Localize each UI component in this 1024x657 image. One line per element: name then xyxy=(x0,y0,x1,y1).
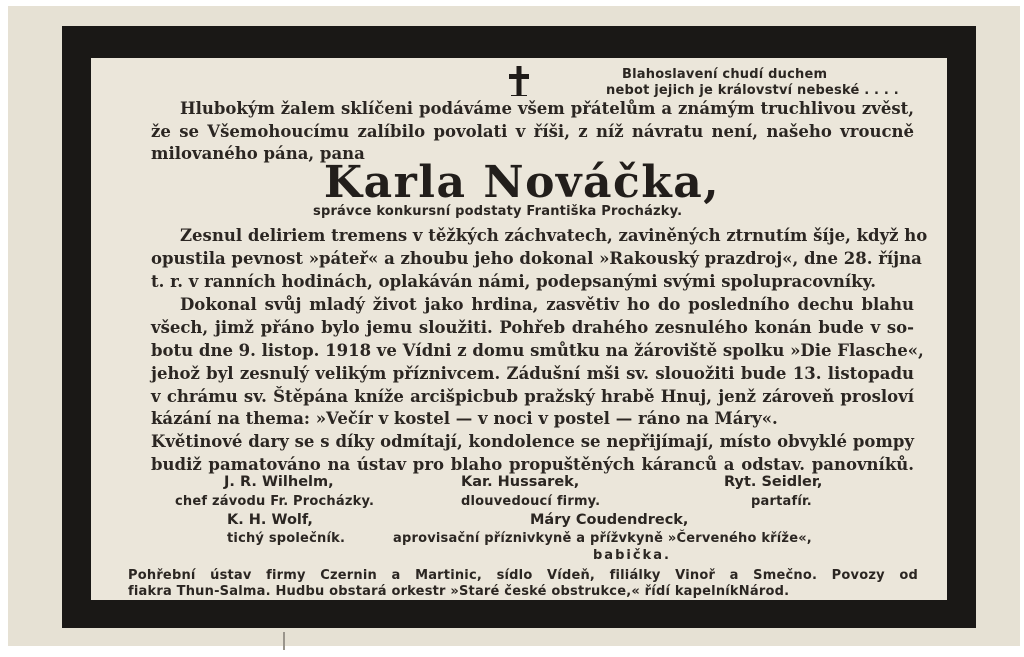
signatory-name: Máry Coudendreck, xyxy=(530,512,689,528)
cross-icon xyxy=(509,66,529,96)
intro-line-2: že se Všemohoucímu zalíbilo povolati v říši, z níž návratu není, našeho vroucně xyxy=(151,122,914,141)
footer-line-1: Pohřební ústav firmy Czernin a Martinic, sídlo Vídeň, filiálky Vinoř a Smečno. Povozy od xyxy=(128,568,918,583)
signatory-role: aprovisační příznivkyně a přížvkyně »Červeného kříže«, xyxy=(393,531,812,546)
signatory-role-2: babička. xyxy=(593,548,671,563)
paragraph-3-line-2: budiž pamatováno na ústav pro blaho propuštěných káranců a odstav. panovníků. xyxy=(151,455,914,474)
signatory-name: K. H. Wolf, xyxy=(227,512,313,528)
signatory-name: Ryt. Seidler, xyxy=(724,474,823,490)
intro-line-3: milovaného pána, pana xyxy=(151,144,365,163)
paragraph-1-line-2: opustila pevnost »páteř« a zhoubu jeho dokonal »Rakouský prazdroj«, dne 28. října xyxy=(151,249,922,268)
deceased-title: správce konkursní podstaty Františka Procházky. xyxy=(313,204,683,219)
paragraph-2-line-3: botu dne 9. listop. 1918 ve Vídni z domu smůtku na žároviště spolku »Die Flasche«, xyxy=(151,341,924,360)
footer-line-2: fiakra Thun-Salma. Hudbu obstará orkestr »Staré české obstrukce,« řídí kapelníkNárod. xyxy=(128,584,790,599)
signatory-role: chef závodu Fr. Procházky. xyxy=(175,494,375,509)
paragraph-2-line-4: jehož byl zesnulý velikým příznivcem. Zádušní mši sv. slouožiti bude 13. listopadu xyxy=(151,364,914,383)
paragraph-2-line-5: v chrámu sv. Štěpána kníže arcišpicbub pražský hrabě Hnuj, jenž zároveň prosloví xyxy=(151,387,914,406)
paragraph-1-line-3: t. r. v ranních hodinách, oplakáván námi, podepsanými svými spolupracovníky. xyxy=(151,272,876,291)
signatory-role: dlouvedoucí firmy. xyxy=(461,494,601,509)
deceased-name: Karla Nováčka, xyxy=(323,157,721,208)
signatory-name: J. R. Wilhelm, xyxy=(224,474,334,490)
paragraph-3-line-1: Květinové dary se s díky odmítají, kondolence se nepřijímají, místo obvyklé pompy xyxy=(151,432,914,451)
signatory-role: tichý společník. xyxy=(227,531,346,546)
paragraph-1-line-1: Zesnul deliriem tremens v těžkých záchvatech, zaviněných ztrnutím šíje, když ho xyxy=(180,226,928,245)
motto-line-1: Blahoslavení chudí duchem xyxy=(622,67,828,82)
paragraph-2-line-2: všech, jimž přáno bylo jemu sloužiti. Pohřeb drahého zesnulého konán bude v so- xyxy=(151,318,914,337)
signatory-name: Kar. Hussarek, xyxy=(461,474,580,490)
scan-edge-line xyxy=(283,632,845,650)
motto-line-2: nebot jejich je království nebeské . . . . xyxy=(606,83,899,98)
intro-line-1: Hlubokým žalem sklíčeni podáváme všem přátelům a známým truchlivou zvěst, xyxy=(180,99,914,118)
signatory-role: partafír. xyxy=(751,494,812,509)
paragraph-2-line-6: kázání na thema: »Večír v kostel — v noci v postel — ráno na Máry«. xyxy=(151,409,778,428)
paragraph-2-line-1: Dokonal svůj mladý život jako hrdina, zasvětiv ho do posledního dechu blahu xyxy=(180,295,914,314)
